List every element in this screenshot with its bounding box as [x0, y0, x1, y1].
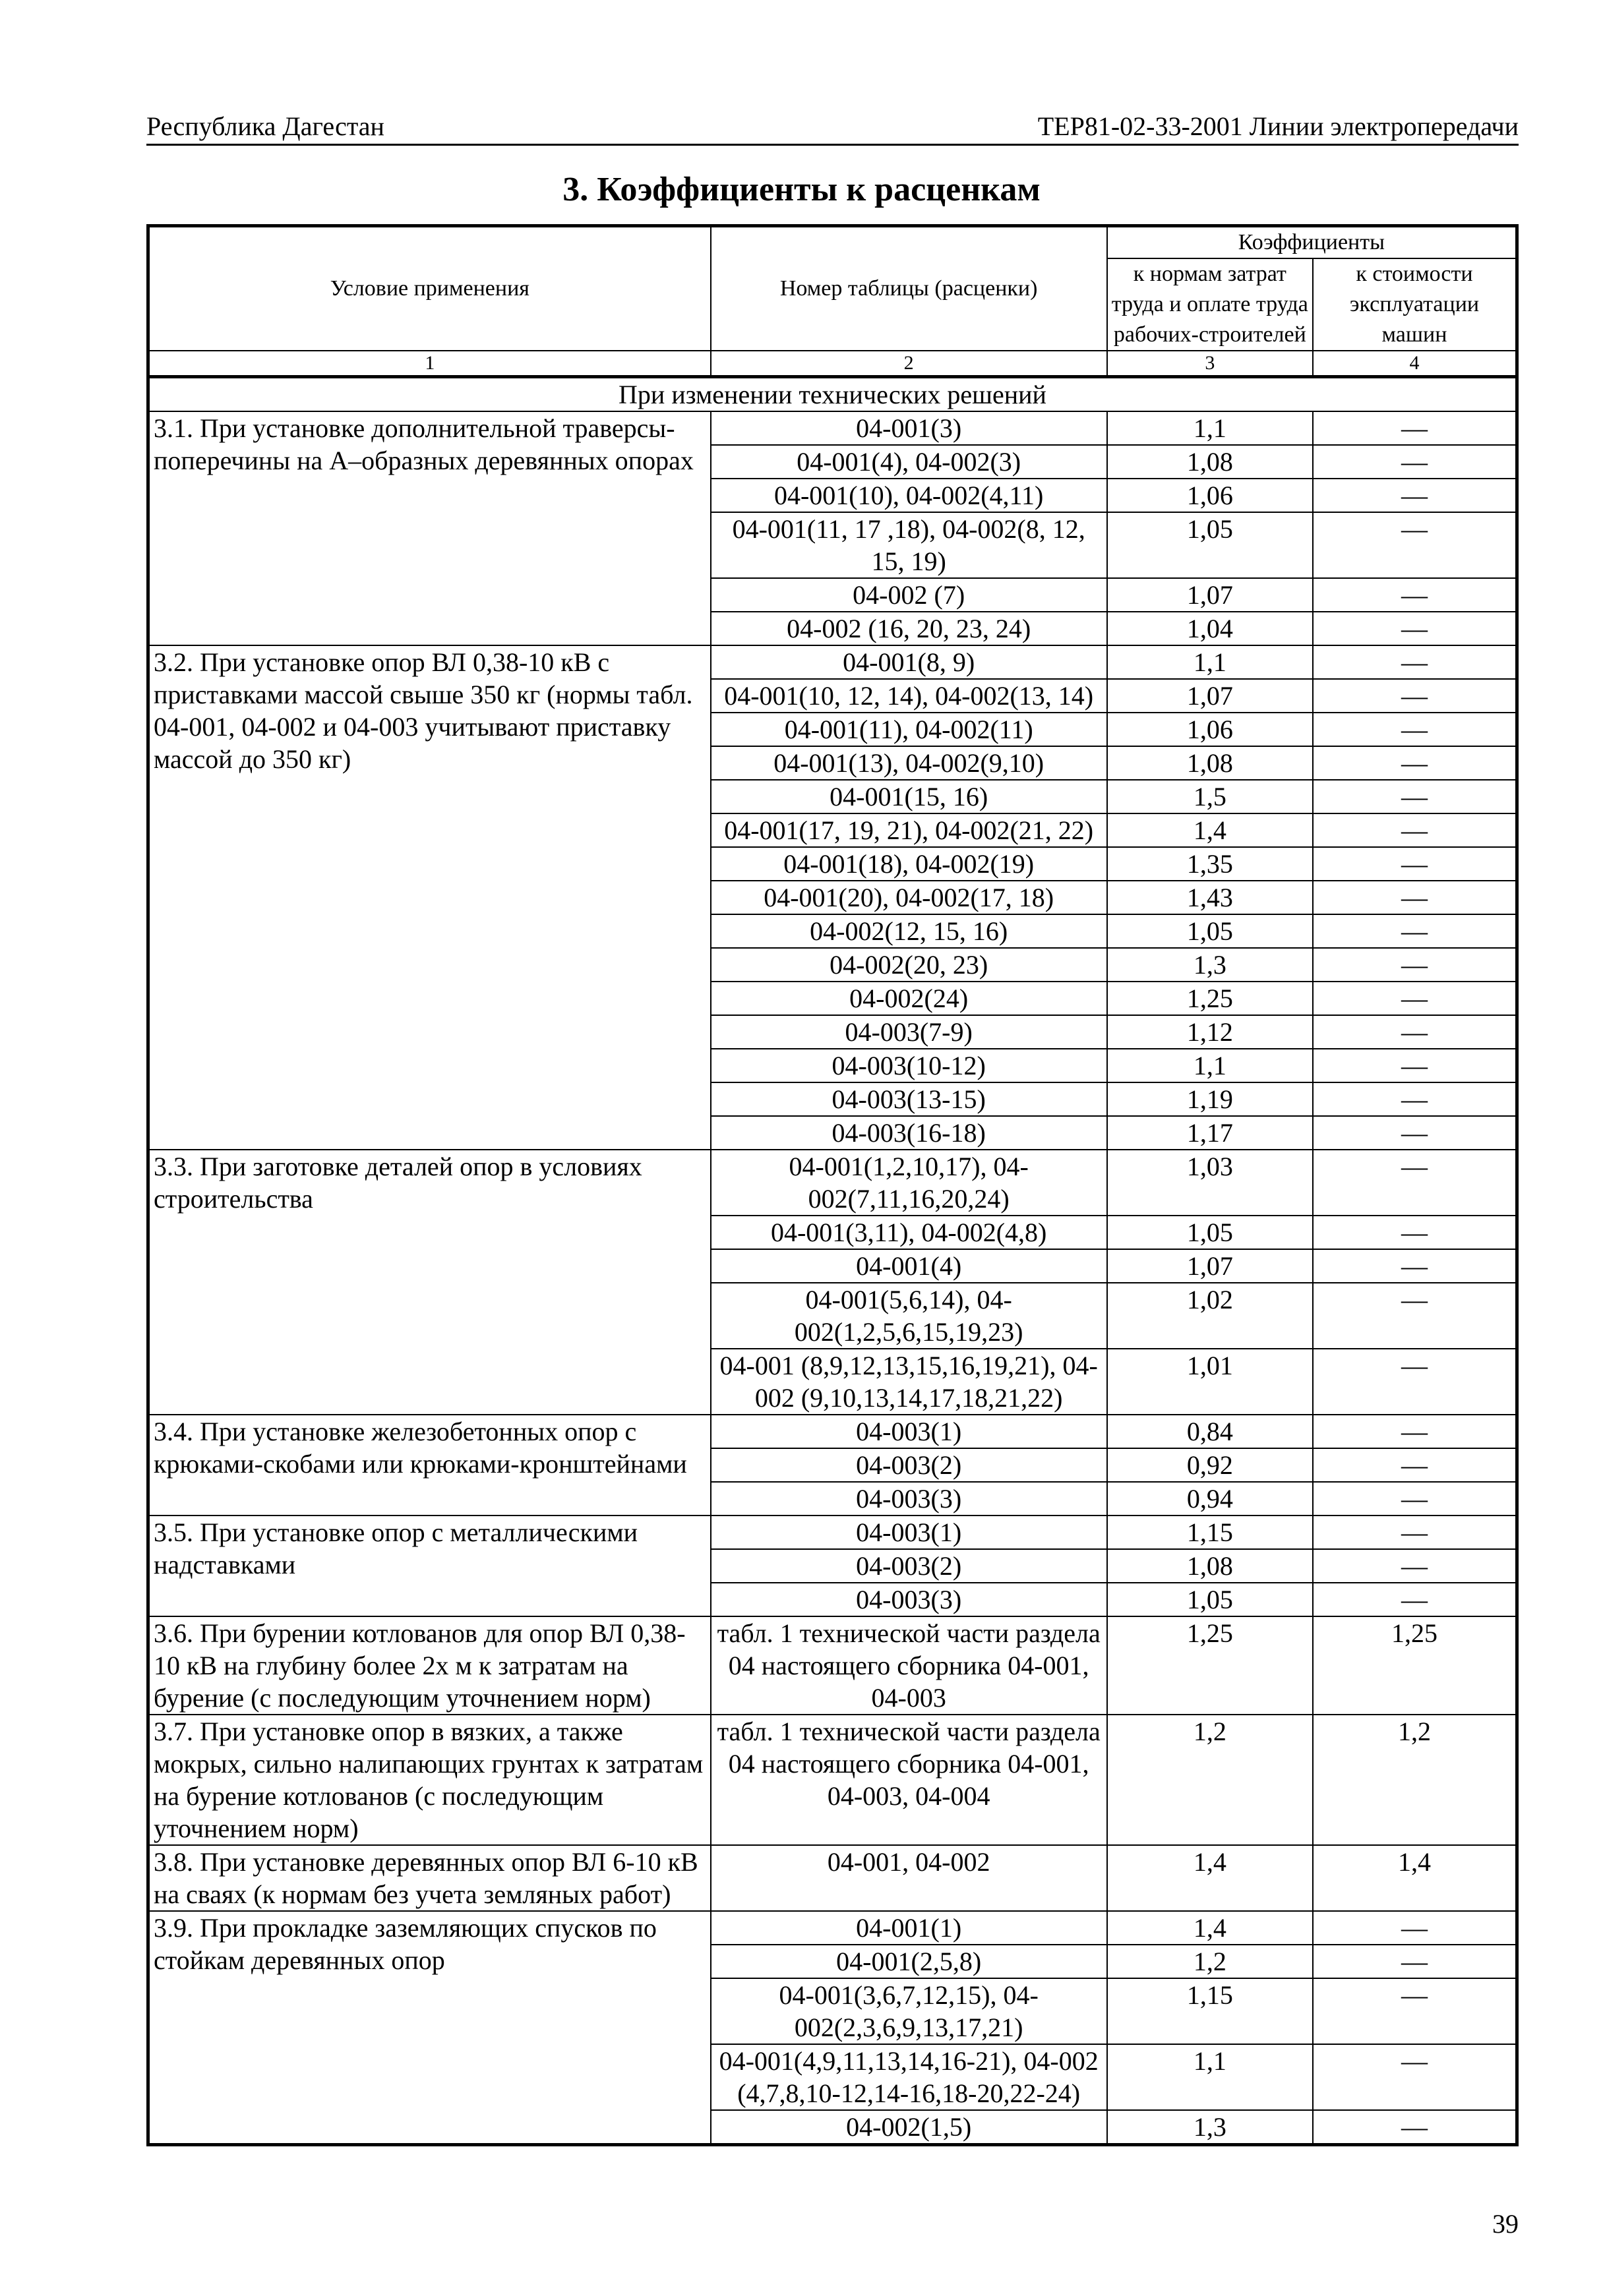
machine-coefficient-cell: —: [1313, 1116, 1517, 1150]
table-number-cell: 04-002 (7): [711, 578, 1107, 612]
labor-coefficient-cell: 1,25: [1107, 1616, 1313, 1715]
machine-coefficient-cell: —: [1313, 479, 1517, 512]
labor-coefficient-cell: 1,05: [1107, 1583, 1313, 1616]
table-number-cell: 04-002(20, 23): [711, 948, 1107, 982]
table-number-cell: 04-002 (16, 20, 23, 24): [711, 612, 1107, 645]
labor-coefficient-cell: 1,35: [1107, 847, 1313, 881]
table-number-cell: 04-002(1,5): [711, 2110, 1107, 2145]
table-number-cell: 04-001(11, 17 ,18), 04-002(8, 12, 15, 19): [711, 512, 1107, 578]
machine-coefficient-cell: —: [1313, 1283, 1517, 1349]
condition-cell: 3.1. При установке дополнительной траверсы-поперечины на А–образных деревянных опорах: [148, 411, 711, 645]
labor-coefficient-cell: 1,08: [1107, 445, 1313, 479]
machine-coefficient-cell: —: [1313, 1150, 1517, 1216]
labor-coefficient-cell: 1,03: [1107, 1150, 1313, 1216]
table-number-cell: 04-001(4): [711, 1249, 1107, 1283]
machine-coefficient-cell: —: [1313, 1549, 1517, 1583]
table-number-cell: 04-001(3): [711, 411, 1107, 445]
table-number-cell: 04-001(13), 04-002(9,10): [711, 746, 1107, 780]
labor-coefficient-cell: 1,4: [1107, 813, 1313, 847]
labor-coefficient-cell: 1,06: [1107, 479, 1313, 512]
table-number-cell: табл. 1 технической части раздела 04 настоящего сборника 04-001, 04-003: [711, 1616, 1107, 1715]
table-number-cell: 04-003(2): [711, 1448, 1107, 1482]
table-number-cell: 04-001(5,6,14), 04-002(1,2,5,6,15,19,23): [711, 1283, 1107, 1349]
table-number-cell: 04-003(1): [711, 1415, 1107, 1448]
machine-coefficient-cell: —: [1313, 1015, 1517, 1049]
machine-coefficient-cell: —: [1313, 1049, 1517, 1082]
machine-coefficient-cell: —: [1313, 713, 1517, 746]
table-number-cell: 04-001(10, 12, 14), 04-002(13, 14): [711, 679, 1107, 713]
machine-coefficient-cell: 1,4: [1313, 1845, 1517, 1911]
condition-cell: 3.6. При бурении котлованов для опор ВЛ 0,38-10 кВ на глубину более 2х м к затратам на бурение (с последующим уточнением норм): [148, 1616, 711, 1715]
labor-coefficient-cell: 0,92: [1107, 1448, 1313, 1482]
table-row: [148, 1616, 1517, 1715]
condition-cell: 3.3. При заготовке деталей опор в условиях строительства: [148, 1150, 711, 1415]
labor-coefficient-cell: 1,25: [1107, 982, 1313, 1015]
table-number-cell: 04-001(1,2,10,17), 04-002(7,11,16,20,24): [711, 1150, 1107, 1216]
section-title: При изменении технических решений: [148, 377, 1517, 412]
table-number-cell: 04-001(4), 04-002(3): [711, 445, 1107, 479]
machine-coefficient-cell: —: [1313, 612, 1517, 645]
labor-coefficient-cell: 1,06: [1107, 713, 1313, 746]
labor-coefficient-cell: 1,05: [1107, 1216, 1313, 1249]
machine-coefficient-cell: —: [1313, 982, 1517, 1015]
machine-coefficient-cell: —: [1313, 1249, 1517, 1283]
table-number-cell: 04-001(4,9,11,13,14,16-21), 04-002 (4,7,8,10-12,14-16,18-20,22-24): [711, 2044, 1107, 2110]
table-number-cell: 04-003(3): [711, 1583, 1107, 1616]
labor-coefficient-cell: 1,43: [1107, 881, 1313, 914]
machine-coefficient-cell: —: [1313, 813, 1517, 847]
labor-coefficient-cell: 1,05: [1107, 512, 1313, 578]
machine-coefficient-cell: —: [1313, 780, 1517, 813]
column-number: 3: [1107, 351, 1313, 377]
column-header-machines: к стоимости эксплуатации машин: [1313, 258, 1517, 351]
table-number-cell: 04-001 (8,9,12,13,15,16,19,21), 04-002 (9,10,13,14,17,18,21,22): [711, 1349, 1107, 1415]
machine-coefficient-cell: —: [1313, 411, 1517, 445]
labor-coefficient-cell: 1,1: [1107, 1049, 1313, 1082]
column-header-condition: Условие применения: [148, 226, 711, 351]
labor-coefficient-cell: 1,5: [1107, 780, 1313, 813]
machine-coefficient-cell: —: [1313, 578, 1517, 612]
table-number-cell: 04-001(11), 04-002(11): [711, 713, 1107, 746]
condition-cell: 3.9. При прокладке заземляющих спусков по стойкам деревянных опор: [148, 1911, 711, 2145]
labor-coefficient-cell: 1,1: [1107, 645, 1313, 679]
table-number-cell: 04-001(18), 04-002(19): [711, 847, 1107, 881]
machine-coefficient-cell: —: [1313, 679, 1517, 713]
table-number-cell: 04-002(12, 15, 16): [711, 914, 1107, 948]
header-left: Республика Дагестан: [146, 111, 384, 141]
column-header-labor: к нормам затрат труда и оплате труда рабочих-строителей: [1107, 258, 1313, 351]
table-number-cell: 04-003(3): [711, 1482, 1107, 1516]
labor-coefficient-cell: 1,07: [1107, 578, 1313, 612]
labor-coefficient-cell: 0,84: [1107, 1415, 1313, 1448]
table-number-cell: 04-001(15, 16): [711, 780, 1107, 813]
labor-coefficient-cell: 1,12: [1107, 1015, 1313, 1049]
machine-coefficient-cell: —: [1313, 1978, 1517, 2044]
labor-coefficient-cell: 1,1: [1107, 2044, 1313, 2110]
table-number-cell: 04-003(1): [711, 1516, 1107, 1549]
condition-cell: 3.4. При установке железобетонных опор с крюками-скобами или крюками-кронштейнами: [148, 1415, 711, 1516]
column-header-table-no: Номер таблицы (расценки): [711, 226, 1107, 351]
table-number-cell: 04-001(3,11), 04-002(4,8): [711, 1216, 1107, 1249]
column-number: 2: [711, 351, 1107, 377]
table-row: [148, 645, 1517, 679]
table-number-cell: 04-001(10), 04-002(4,11): [711, 479, 1107, 512]
machine-coefficient-cell: —: [1313, 746, 1517, 780]
labor-coefficient-cell: 1,02: [1107, 1283, 1313, 1349]
labor-coefficient-cell: 1,08: [1107, 1549, 1313, 1583]
machine-coefficient-cell: —: [1313, 1448, 1517, 1482]
page-title: 3. Коэффициенты к расценкам: [562, 171, 1041, 208]
table-row: [148, 1516, 1517, 1549]
machine-coefficient-cell: 1,25: [1313, 1616, 1517, 1715]
labor-coefficient-cell: 1,15: [1107, 1516, 1313, 1549]
table-row: [148, 1911, 1517, 1945]
labor-coefficient-cell: 1,04: [1107, 612, 1313, 645]
machine-coefficient-cell: —: [1313, 1945, 1517, 1978]
machine-coefficient-cell: —: [1313, 2044, 1517, 2110]
table-number-cell: 04-001, 04-002: [711, 1845, 1107, 1911]
labor-coefficient-cell: 1,1: [1107, 411, 1313, 445]
labor-coefficient-cell: 1,05: [1107, 914, 1313, 948]
table-number-cell: 04-003(13-15): [711, 1082, 1107, 1116]
machine-coefficient-cell: —: [1313, 1911, 1517, 1945]
labor-coefficient-cell: 1,19: [1107, 1082, 1313, 1116]
labor-coefficient-cell: 1,07: [1107, 1249, 1313, 1283]
machine-coefficient-cell: —: [1313, 1516, 1517, 1549]
labor-coefficient-cell: 1,07: [1107, 679, 1313, 713]
table-number-cell: 04-001(3,6,7,12,15), 04-002(2,3,6,9,13,17,21): [711, 1978, 1107, 2044]
labor-coefficient-cell: 1,17: [1107, 1116, 1313, 1150]
machine-coefficient-cell: —: [1313, 847, 1517, 881]
condition-cell: 3.8. При установке деревянных опор ВЛ 6-10 кВ на сваях (к нормам без учета земляных работ): [148, 1845, 711, 1911]
labor-coefficient-cell: 1,01: [1107, 1349, 1313, 1415]
table-number-cell: 04-003(2): [711, 1549, 1107, 1583]
condition-cell: 3.7. При установке опор в вязких, а также мокрых, сильно налипающих грунтах к затратам на бурение котлованов (с последующим уточнением норм): [148, 1715, 711, 1845]
table-number-cell: 04-003(10-12): [711, 1049, 1107, 1082]
condition-cell: 3.2. При установке опор ВЛ 0,38-10 кВ с приставками массой свыше 350 кг (нормы табл. 04-001, 04-002 и 04-003 учитывают приставку массой до 350 кг): [148, 645, 711, 1150]
machine-coefficient-cell: —: [1313, 2110, 1517, 2145]
table-row: [148, 1415, 1517, 1448]
column-number: 4: [1313, 351, 1517, 377]
labor-coefficient-cell: 1,3: [1107, 948, 1313, 982]
table-row: [148, 1715, 1517, 1845]
table-number-cell: 04-003(7-9): [711, 1015, 1107, 1049]
table-number-cell: 04-001(1): [711, 1911, 1107, 1945]
table-number-cell: 04-001(20), 04-002(17, 18): [711, 881, 1107, 914]
labor-coefficient-cell: 1,15: [1107, 1978, 1313, 2044]
machine-coefficient-cell: —: [1313, 512, 1517, 578]
labor-coefficient-cell: 1,2: [1107, 1945, 1313, 1978]
labor-coefficient-cell: 1,2: [1107, 1715, 1313, 1845]
labor-coefficient-cell: 1,4: [1107, 1845, 1313, 1911]
header-right: ТЕР81-02-33-2001 Линии электропередачи: [1037, 111, 1519, 141]
machine-coefficient-cell: —: [1313, 1349, 1517, 1415]
column-header-coefficients: Коэффициенты: [1107, 226, 1517, 259]
machine-coefficient-cell: —: [1313, 914, 1517, 948]
machine-coefficient-cell: —: [1313, 1082, 1517, 1116]
condition-cell: 3.5. При установке опор с металлическими надставками: [148, 1516, 711, 1616]
machine-coefficient-cell: —: [1313, 1216, 1517, 1249]
table-number-cell: 04-001(2,5,8): [711, 1945, 1107, 1978]
machine-coefficient-cell: 1,2: [1313, 1715, 1517, 1845]
machine-coefficient-cell: —: [1313, 1482, 1517, 1516]
page-number: 39: [1492, 2209, 1519, 2239]
machine-coefficient-cell: —: [1313, 1415, 1517, 1448]
labor-coefficient-cell: 1,4: [1107, 1911, 1313, 1945]
table-row: [148, 1845, 1517, 1911]
table-number-cell: 04-001(8, 9): [711, 645, 1107, 679]
labor-coefficient-cell: 1,3: [1107, 2110, 1313, 2145]
table-row: [148, 411, 1517, 445]
header-divider: [146, 144, 1519, 146]
table-number-cell: табл. 1 технической части раздела 04 настоящего сборника 04-001, 04-003, 04-004: [711, 1715, 1107, 1845]
machine-coefficient-cell: —: [1313, 445, 1517, 479]
machine-coefficient-cell: —: [1313, 948, 1517, 982]
labor-coefficient-cell: 1,08: [1107, 746, 1313, 780]
machine-coefficient-cell: —: [1313, 645, 1517, 679]
table-number-cell: 04-002(24): [711, 982, 1107, 1015]
labor-coefficient-cell: 0,94: [1107, 1482, 1313, 1516]
column-number: 1: [148, 351, 711, 377]
table-row: [148, 1150, 1517, 1216]
table-number-cell: 04-003(16-18): [711, 1116, 1107, 1150]
machine-coefficient-cell: —: [1313, 881, 1517, 914]
machine-coefficient-cell: —: [1313, 1583, 1517, 1616]
table-number-cell: 04-001(17, 19, 21), 04-002(21, 22): [711, 813, 1107, 847]
coefficients-table: [146, 224, 1519, 2146]
